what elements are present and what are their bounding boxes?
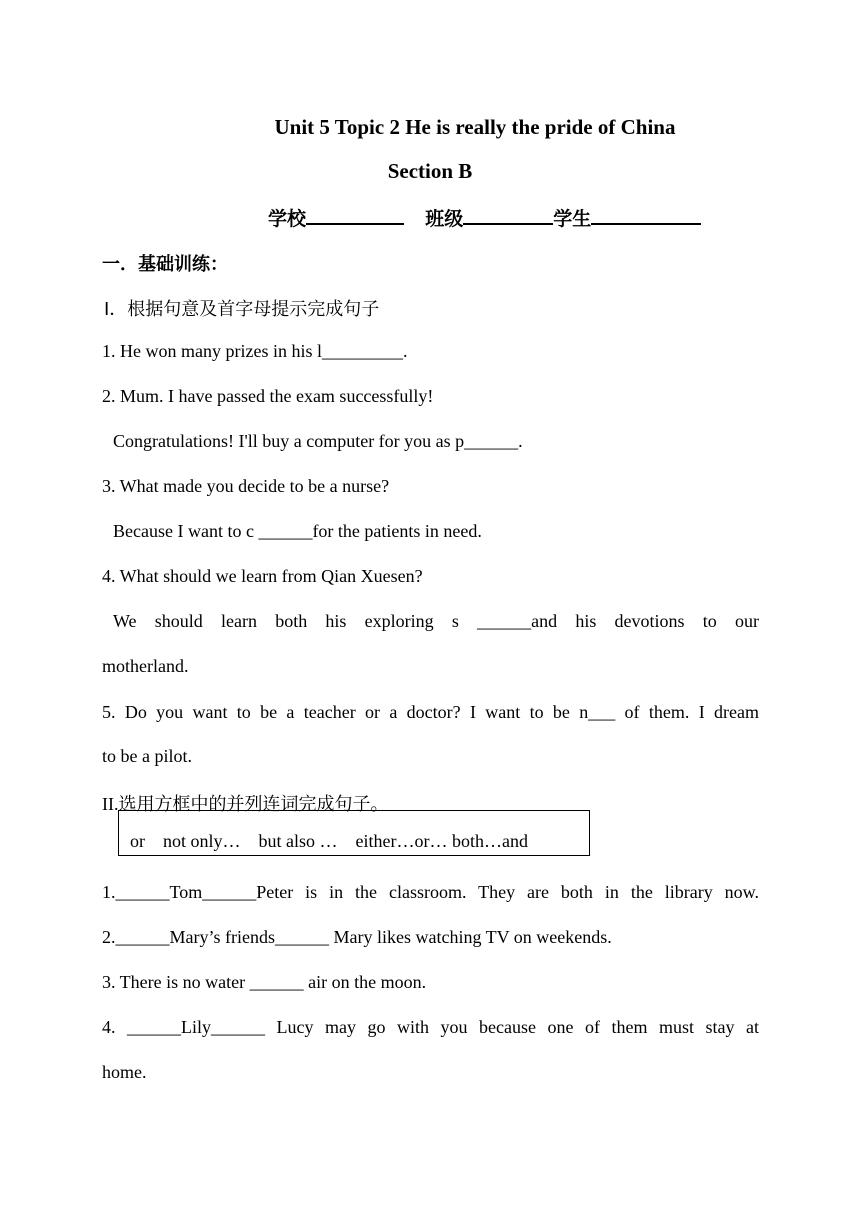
question-4-prompt: 4. What should we learn from Qian Xuesen? <box>102 566 423 586</box>
class-blank <box>463 205 553 225</box>
question-5-cont: to be a pilot. <box>102 746 192 766</box>
student-info-line <box>268 204 701 231</box>
part2-question-2: 2.______Mary’s friends______ Mary likes watching TV on weekends. <box>102 927 612 947</box>
part2-question-4-cont: home. <box>102 1062 147 1082</box>
question-1: 1. He won many prizes in his l_________. <box>102 341 408 361</box>
class-label: 班级 <box>425 208 464 230</box>
part2-heading-text: 选用方框中的并列连词完成句子。 <box>118 794 389 815</box>
word-box <box>118 810 590 856</box>
question-2-prompt: 2. Mum. I have passed the exam successfully! <box>102 386 434 406</box>
question-4-reply-cont: motherland. <box>102 656 189 676</box>
school-label: 学校 <box>268 208 307 230</box>
part2-question-4: 4. ______Lily______ Lucy may go with you because one of them must stay at <box>102 1017 759 1037</box>
student-label: 学生 <box>553 208 592 230</box>
question-3-reply: Because I want to c ______for the patients in need. <box>113 521 482 541</box>
part2-question-1: 1.______Tom______Peter is in the classroom. They are both in the library now. <box>102 882 759 902</box>
question-2-reply: Congratulations! I'll buy a computer for you as p______. <box>113 431 523 451</box>
question-5: 5. Do you want to be a teacher or a doctor? I want to be n___ of them. I dream <box>102 702 759 722</box>
section-subtitle: Section B <box>387 159 473 183</box>
section-heading: 一．基础训练： <box>102 254 228 275</box>
student-blank <box>591 205 701 225</box>
part2-heading-prefix: II. <box>102 794 119 814</box>
school-blank <box>306 205 404 225</box>
question-3-prompt: 3. What made you decide to be a nurse? <box>102 476 390 496</box>
question-4-reply: We should learn both his exploring s ______and his devotions to our <box>113 611 759 631</box>
worksheet-title: Unit 5 Topic 2 He is really the pride of China <box>274 115 676 139</box>
part1-heading: Ⅰ．根据句意及首字母提示完成句子 <box>104 299 380 320</box>
part2-question-3: 3. There is no water ______ air on the moon. <box>102 972 427 992</box>
word-box-text: or not only… but also … either…or… both…and <box>130 831 528 851</box>
